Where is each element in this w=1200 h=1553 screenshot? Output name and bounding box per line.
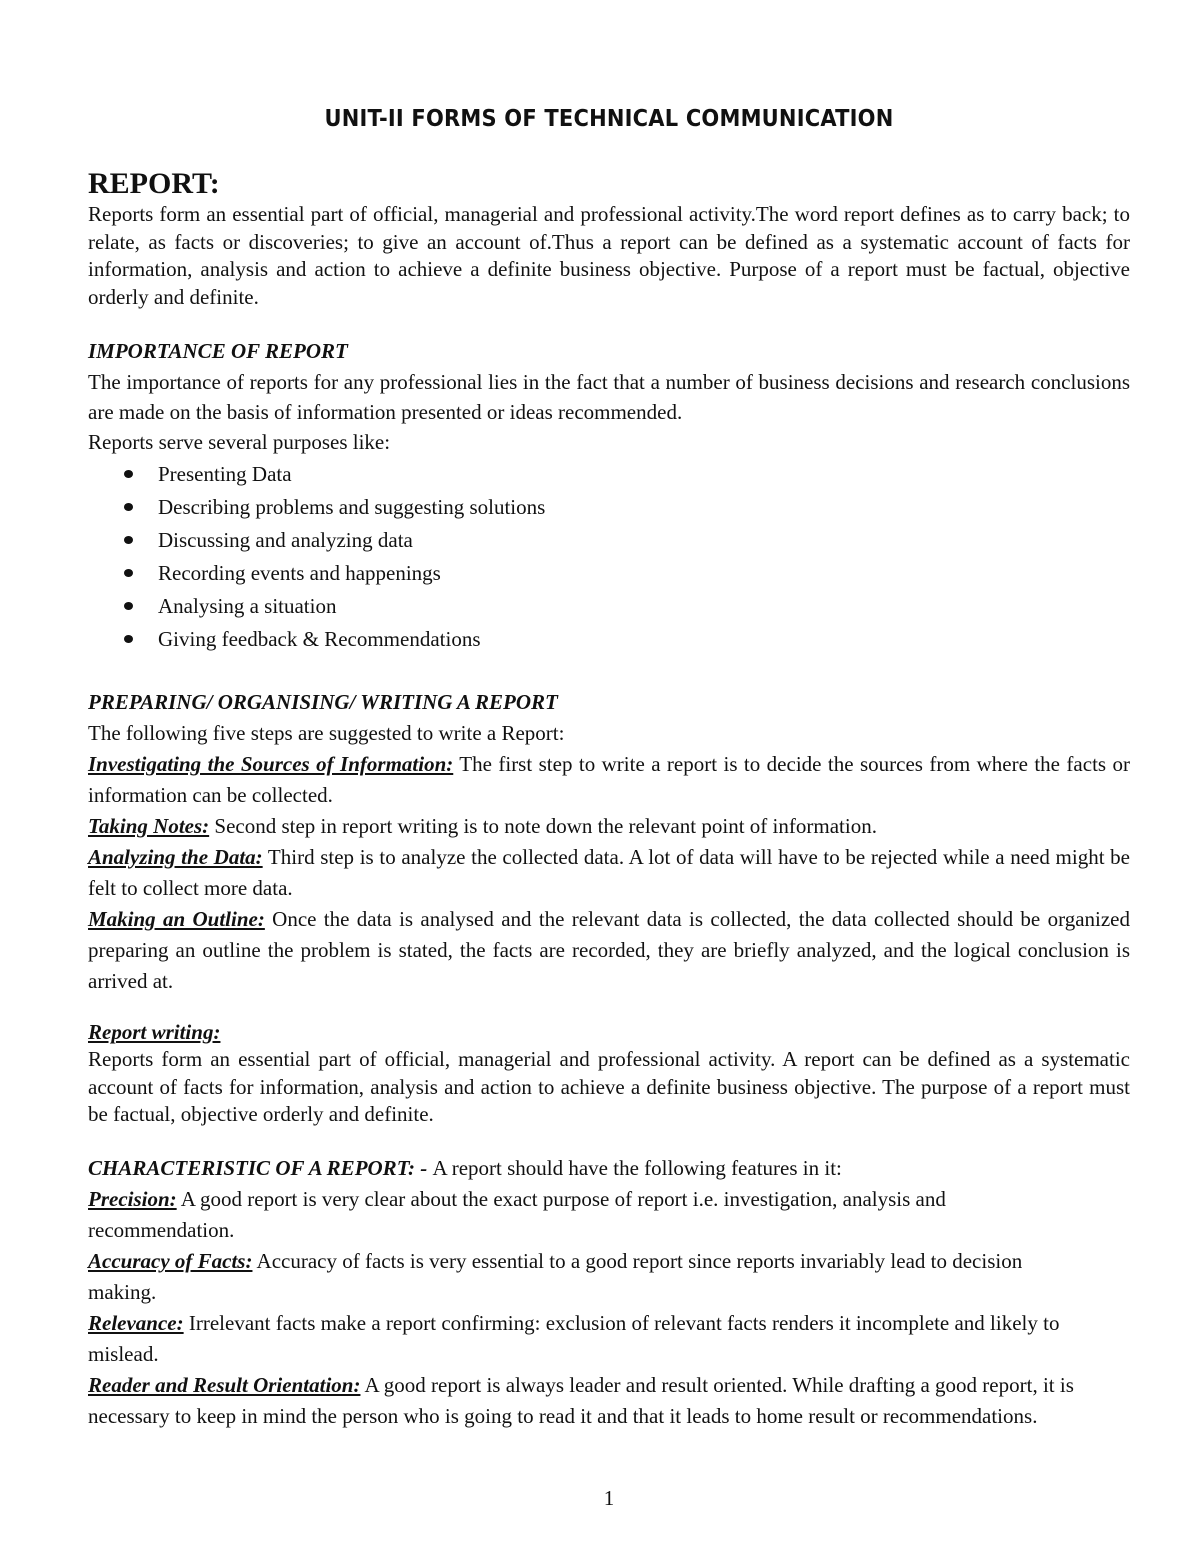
preparing-heading: PREPARING/ ORGANISING/ WRITING A REPORT	[88, 690, 558, 714]
list-item-text: Presenting Data	[158, 462, 292, 486]
report-intro-paragraph: Reports form an essential part of official, managerial and professional activity.The word report defines as to carry back; to relate, as facts or discoveries; to give an account of.Thus a report can be defined as a systematic account of facts for information, analysis and action to achieve a definite business objective. Purpose of a report must be factual, objective orderly and definite.	[88, 202, 1130, 309]
bullet-icon	[124, 503, 133, 511]
step-text: The first step to write a report is to decide the sources from where the facts or information can be collected.	[88, 752, 1130, 807]
step-text: Once the data is analysed and the relevant data is collected, the data collected should be organized preparing an outline the problem is stated, the facts are recorded, they are briefly analyzed, and the logical conclusion is arrived at.	[88, 907, 1130, 993]
feature-text: Accuracy of facts is very essential to a good report since reports invariably lead to decision making.	[88, 1249, 1023, 1304]
list-item	[88, 458, 1130, 491]
list-item	[88, 491, 1130, 524]
characteristic-heading-line	[88, 1153, 1130, 1184]
feature-item	[88, 1308, 1130, 1370]
feature-text: A good report is always leader and result oriented. While drafting a good report, it is necessary to keep in mind the person who is going to read it and that it leads to home result or recommendations.	[88, 1373, 1074, 1428]
list-item-text: Giving feedback & Recommendations	[158, 627, 481, 651]
importance-paragraph: The importance of reports for any professional lies in the fact that a number of business decisions and research conclusions are made on the basis of information presented or ideas recommended.	[88, 370, 1130, 424]
step-item	[88, 842, 1130, 904]
report-writing-section	[88, 1018, 1130, 1129]
list-item-text: Analysing a situation	[158, 594, 337, 618]
report-heading: REPORT:	[88, 167, 220, 200]
bullet-icon	[124, 470, 133, 478]
step-item	[88, 811, 1130, 842]
feature-item	[88, 1246, 1058, 1308]
feature-term: Precision:	[88, 1187, 177, 1211]
list-item	[88, 623, 1130, 656]
page-number: 1	[603, 1486, 615, 1510]
characteristic-heading: CHARACTERISTIC OF A REPORT: -	[88, 1156, 433, 1180]
preparing-lead: The following five steps are suggested to write a Report:	[88, 721, 565, 745]
bullet-icon	[124, 635, 133, 643]
step-term: Making an Outline:	[88, 907, 265, 931]
step-item	[88, 749, 1130, 811]
step-text: Second step in report writing is to note down the relevant point of information.	[209, 814, 877, 838]
step-text: Third step is to analyze the collected data. A lot of data will have to be rejected while a need might be felt to collect more data.	[88, 845, 1130, 900]
preparing-section	[88, 687, 1130, 997]
characteristic-section	[88, 1153, 1130, 1432]
feature-text: A good report is very clear about the exact purpose of report i.e. investigation, analysis and recommendation.	[88, 1187, 946, 1242]
step-term: Analyzing the Data:	[88, 845, 263, 869]
importance-section	[88, 336, 1130, 656]
purposes-list	[88, 458, 1130, 656]
document-title: UNIT-II FORMS OF TECHNICAL COMMUNICATION	[324, 104, 894, 132]
list-item	[88, 557, 1130, 590]
importance-lead: Reports serve several purposes like:	[88, 430, 391, 454]
characteristic-lead: A report should have the following features in it:	[432, 1156, 842, 1180]
step-term: Taking Notes:	[88, 814, 210, 838]
feature-text: Irrelevant facts make a report confirming: exclusion of relevant facts renders it incomplete and likely to mislead.	[88, 1311, 1060, 1366]
feature-term: Reader and Result Orientation:	[88, 1373, 361, 1397]
step-item	[88, 904, 1130, 997]
bullet-icon	[124, 536, 133, 544]
list-item-text: Describing problems and suggesting solutions	[158, 495, 546, 519]
list-item-text: Discussing and analyzing data	[158, 528, 413, 552]
list-item	[88, 590, 1130, 623]
feature-term: Relevance:	[88, 1311, 184, 1335]
bullet-icon	[124, 602, 133, 610]
feature-item	[88, 1370, 1098, 1432]
importance-heading: IMPORTANCE OF REPORT	[88, 339, 348, 363]
list-item-text: Recording events and happenings	[158, 561, 441, 585]
report-writing-paragraph: Reports form an essential part of official, managerial and professional activity. A report can be defined as a systematic account of facts for information, analysis and action to achieve a definite business objective. The purpose of a report must be factual, objective orderly and definite.	[88, 1047, 1130, 1126]
step-term: Investigating the Sources of Information:	[88, 752, 454, 776]
list-item	[88, 524, 1130, 557]
feature-term: Accuracy of Facts:	[88, 1249, 253, 1273]
report-writing-heading: Report writing:	[88, 1020, 221, 1044]
feature-item	[88, 1184, 1058, 1246]
bullet-icon	[124, 569, 133, 577]
